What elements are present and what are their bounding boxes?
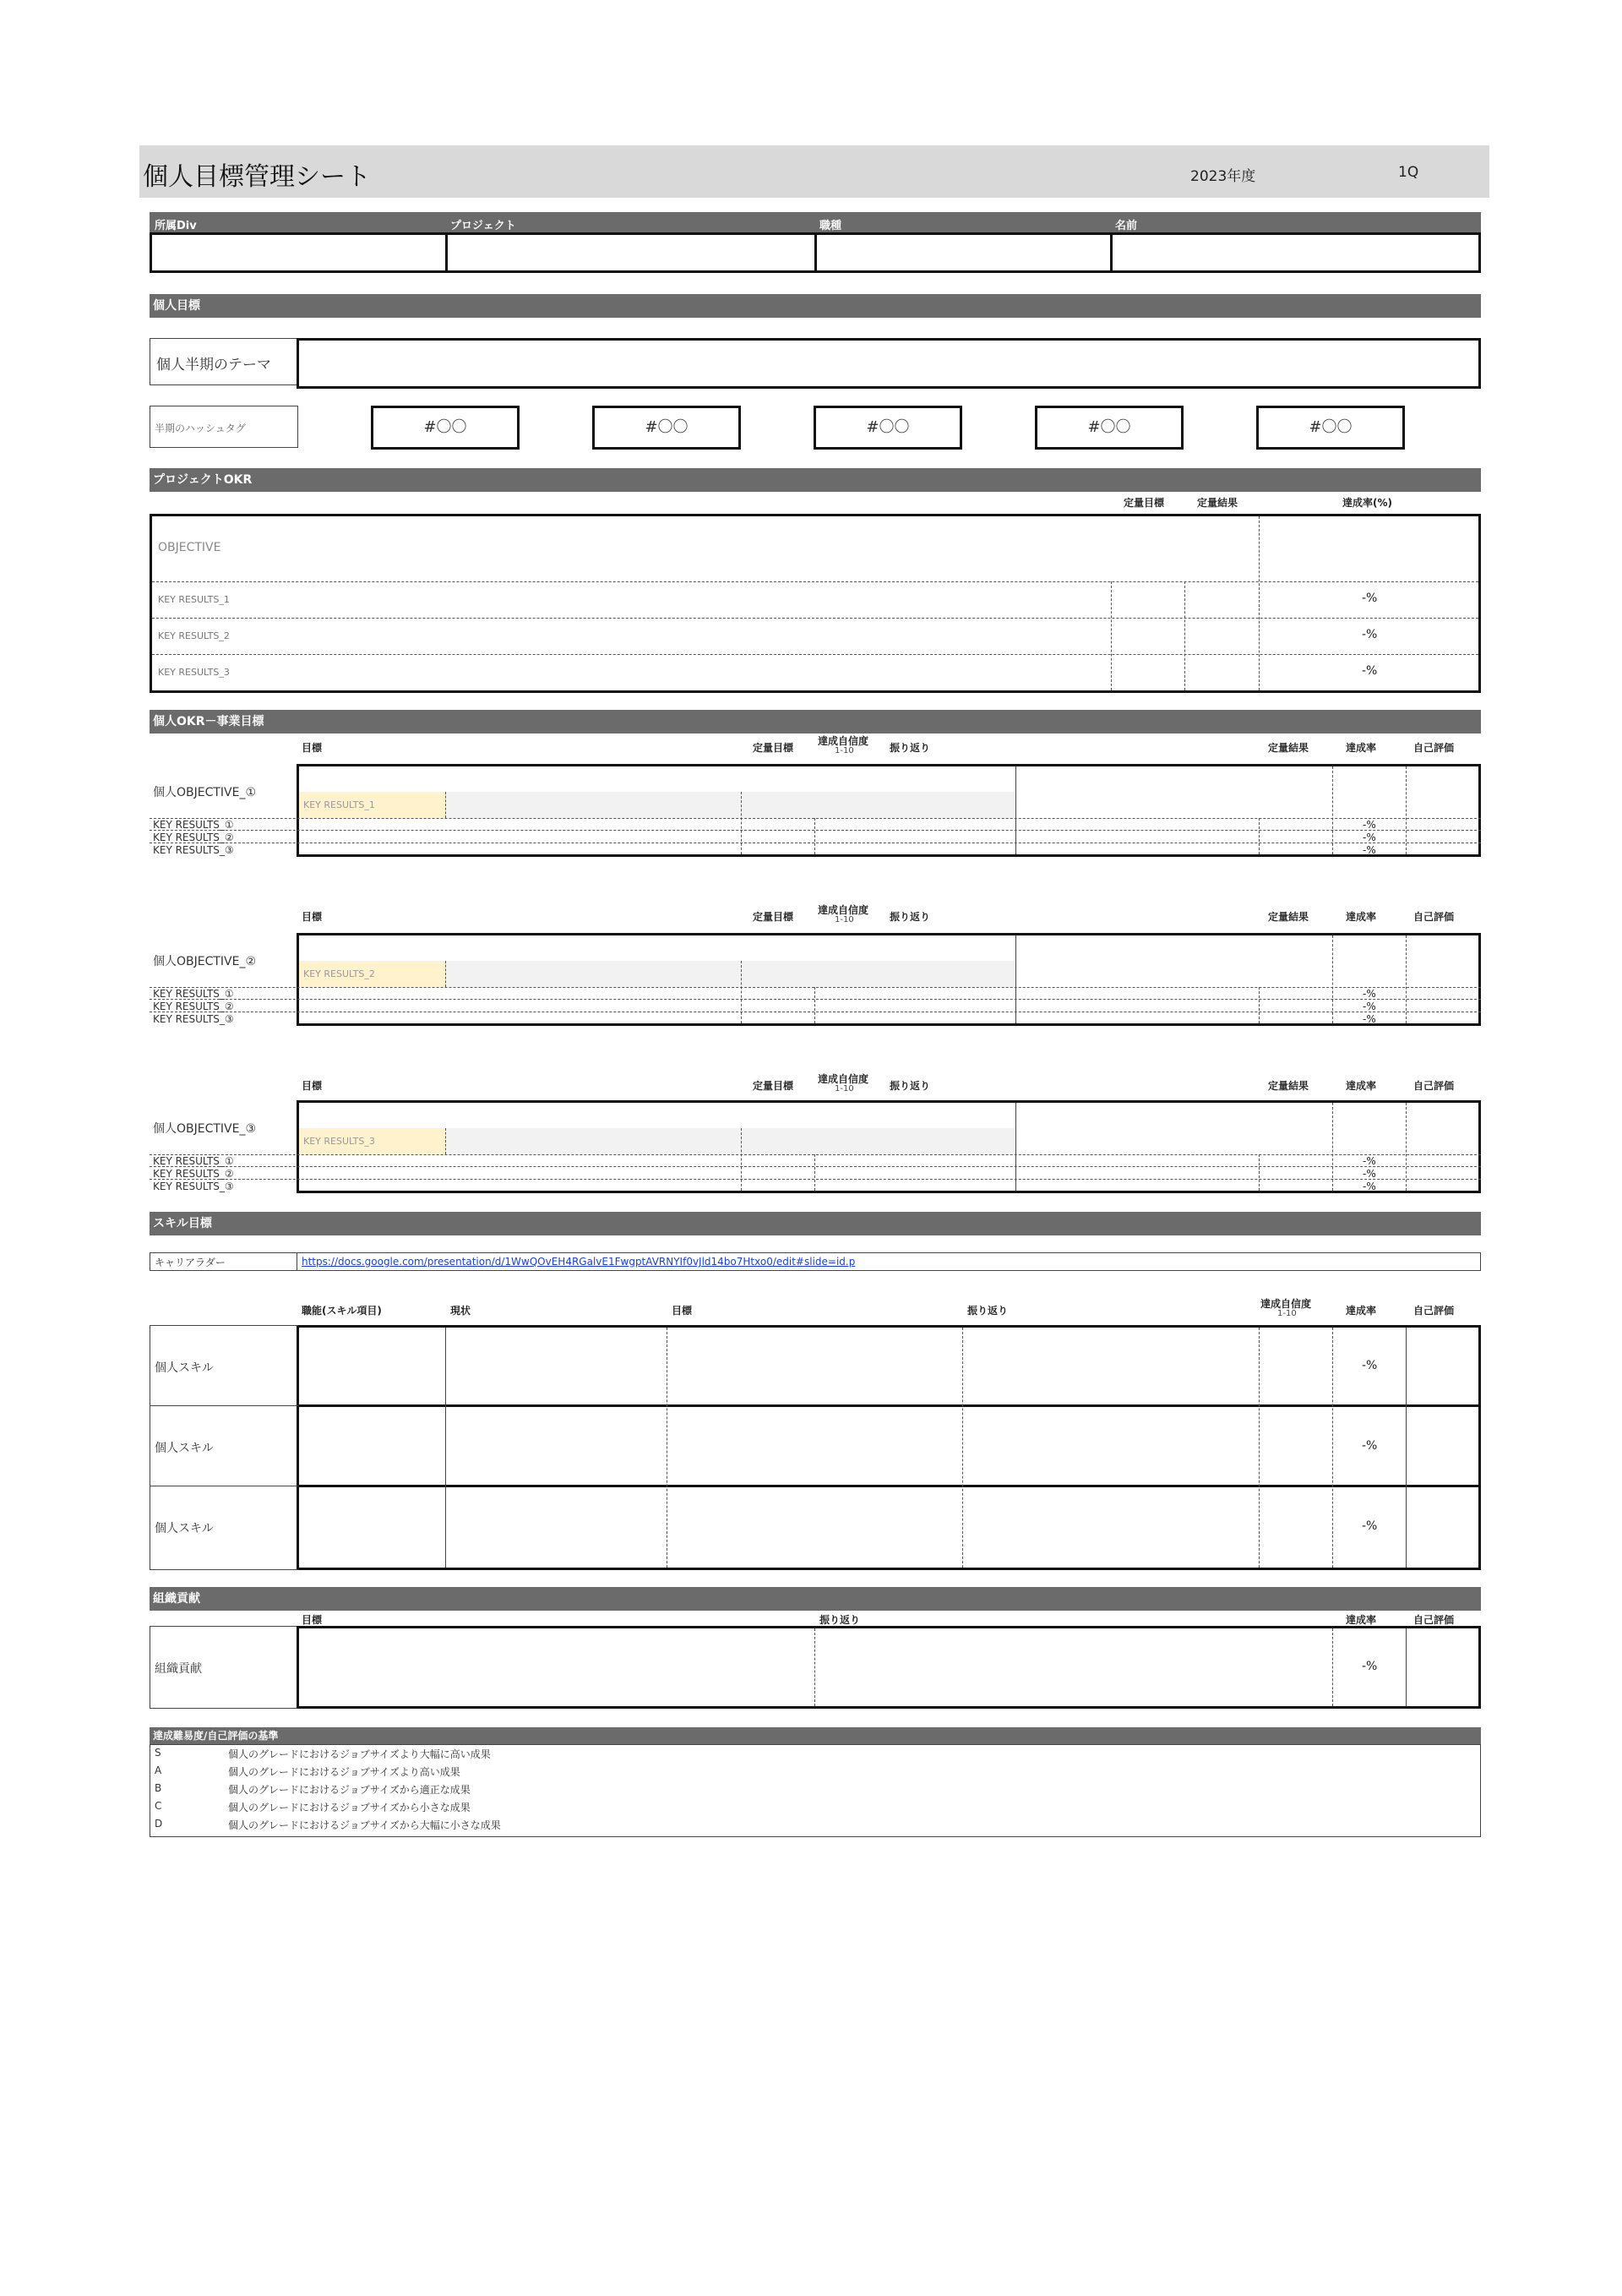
- kr-rate: -%: [1363, 832, 1376, 843]
- criteria-grade: S: [155, 1747, 161, 1759]
- project-kr-rate: -%: [1362, 664, 1378, 678]
- kr-rate: -%: [1363, 1001, 1376, 1012]
- criteria-text: 個人のグレードにおけるジョブサイズから小さな成果: [228, 1802, 471, 1813]
- divider: [1111, 581, 1112, 690]
- hdr-confidence-scale: 1-10: [835, 915, 854, 924]
- kr-label: KEY RESULTS_③: [153, 1013, 234, 1025]
- hashtag-field[interactable]: #〇〇: [1035, 406, 1184, 450]
- hdr-rate: 達成率: [1346, 1305, 1377, 1317]
- org-hdr-rate: 達成率: [1346, 1614, 1377, 1626]
- hdr-result: 定量結果: [1268, 911, 1309, 923]
- hdr-target: 定量目標: [753, 1080, 794, 1092]
- divider: [150, 1569, 298, 1570]
- hdr-self-eval: 自己評価: [1413, 742, 1455, 754]
- divider: [445, 961, 446, 987]
- hdr-review: 振り返り: [890, 742, 931, 754]
- divider: [1406, 1103, 1407, 1191]
- hdr-goal: 目標: [302, 742, 323, 754]
- hdr-self-eval: 自己評価: [1413, 1305, 1455, 1317]
- divider: [150, 1325, 298, 1326]
- divider: [741, 961, 742, 1023]
- kr-rate: -%: [1363, 1155, 1376, 1167]
- hdr-target: 定量目標: [753, 911, 794, 923]
- divider: [814, 818, 815, 854]
- kr-label: KEY RESULTS_②: [153, 1168, 234, 1180]
- hdr-rate: 達成率: [1346, 742, 1377, 754]
- personal-okr-section: 個人OKR－事業目標: [150, 710, 1481, 734]
- linked-kr: KEY RESULTS_2: [303, 968, 375, 979]
- linked-kr: KEY RESULTS_3: [303, 1136, 375, 1147]
- org-hdr-review: 振り返り: [819, 1614, 861, 1626]
- divider: [445, 1128, 446, 1154]
- kr-rate: -%: [1363, 1181, 1376, 1192]
- divider: [152, 654, 1478, 655]
- kr-rate: -%: [1363, 819, 1376, 831]
- divider: [150, 1179, 1481, 1180]
- page-title: 個人目標管理シート: [143, 162, 371, 192]
- theme-label: 個人半期のテーマ: [156, 357, 271, 374]
- hdr-confidence: 達成自信度: [818, 1073, 869, 1085]
- org-rate: -%: [1362, 1660, 1378, 1673]
- hdr-confidence: 達成自信度: [818, 904, 869, 916]
- divider: [445, 1328, 446, 1568]
- hdr-goal: 目標: [302, 911, 323, 923]
- kr-rate: -%: [1363, 1013, 1376, 1025]
- criteria-text: 個人のグレードにおけるジョブサイズより大幅に高い成果: [228, 1748, 491, 1760]
- divider: [814, 987, 815, 1023]
- linked-kr: KEY RESULTS_1: [303, 799, 375, 810]
- hdr-self-eval: 自己評価: [1413, 1080, 1455, 1092]
- hdr-confidence-scale: 1-10: [1277, 1309, 1297, 1318]
- criteria-text: 個人のグレードにおけるジョブサイズより高い成果: [228, 1766, 460, 1778]
- criteria-section: 達成難易度/自己評価の基準: [150, 1727, 1481, 1744]
- hashtag-field[interactable]: #〇〇: [1256, 406, 1405, 450]
- divider: [962, 1328, 963, 1568]
- hdr-confidence: 達成自信度: [1260, 1298, 1312, 1310]
- skill-label: 個人スキル: [155, 1522, 214, 1535]
- skill-table: [297, 1325, 1481, 1570]
- divider: [150, 1166, 1481, 1167]
- project-okr-table: [150, 514, 1481, 693]
- org-table: [297, 1626, 1481, 1709]
- kr-label: KEY RESULTS_①: [153, 819, 234, 831]
- project-objective: OBJECTIVE: [158, 541, 221, 554]
- criteria-grade: A: [155, 1764, 162, 1776]
- divider: [150, 1405, 298, 1406]
- skill-label: 個人スキル: [155, 1361, 214, 1375]
- divider: [1406, 1328, 1407, 1568]
- divider: [1259, 1154, 1260, 1191]
- hashtag-label: 半期のハッシュタグ: [155, 423, 246, 434]
- hdr-rate: 達成率: [1346, 1080, 1377, 1092]
- info-header-bar: [150, 212, 1481, 232]
- objective-label: 個人OBJECTIVE_③: [153, 1122, 257, 1136]
- hdr-result: 定量結果: [1268, 1080, 1309, 1092]
- hdr-self-eval: 自己評価: [1413, 911, 1455, 923]
- hashtag-field[interactable]: #〇〇: [592, 406, 741, 450]
- divider: [1015, 935, 1016, 1023]
- divider: [150, 830, 1481, 831]
- project-kr: KEY RESULTS_3: [158, 667, 230, 678]
- divider: [1110, 232, 1113, 273]
- kr-label: KEY RESULTS_③: [153, 844, 234, 856]
- kr-label: KEY RESULTS_①: [153, 988, 234, 1000]
- kr-rate: -%: [1363, 844, 1376, 856]
- skill-rate: -%: [1362, 1519, 1378, 1533]
- divider: [1332, 1103, 1333, 1191]
- hdr-goal: 目標: [672, 1305, 693, 1317]
- divider: [297, 1485, 1481, 1487]
- divider: [1259, 818, 1260, 854]
- hdr-confidence-scale: 1-10: [835, 1084, 854, 1093]
- hdr-result: 定量結果: [1268, 742, 1309, 754]
- divider: [152, 618, 1478, 619]
- org-section: 組織貢献: [150, 1587, 1481, 1611]
- name-label: 名前: [1115, 220, 1138, 232]
- personal-goal-section: 個人目標: [150, 294, 1481, 318]
- hdr-confidence: 達成自信度: [818, 735, 869, 747]
- divider: [1015, 766, 1016, 854]
- division-field[interactable]: [153, 235, 444, 270]
- project-kr: KEY RESULTS_1: [158, 594, 230, 605]
- divider: [1332, 766, 1333, 854]
- skill-rate: -%: [1362, 1439, 1378, 1453]
- org-label: 組織貢献: [155, 1662, 202, 1676]
- project-okr-section: プロジェクトOKR: [150, 468, 1481, 492]
- project-kr-rate: -%: [1362, 628, 1378, 641]
- divider: [1332, 935, 1333, 1023]
- divider: [1406, 935, 1407, 1023]
- divider: [814, 232, 817, 273]
- criteria-grade: B: [155, 1782, 162, 1794]
- title-bar: [139, 145, 1489, 198]
- hashtag-field[interactable]: #〇〇: [814, 406, 962, 450]
- objective-label: 個人OBJECTIVE_②: [153, 955, 257, 968]
- role-field[interactable]: [818, 235, 1108, 270]
- col-rate: 達成率(%): [1342, 497, 1392, 509]
- divider: [152, 581, 1478, 582]
- divider: [1259, 1328, 1260, 1568]
- kr-label: KEY RESULTS_②: [153, 832, 234, 843]
- org-hdr-self-eval: 自己評価: [1413, 1614, 1455, 1626]
- hdr-review: 振り返り: [890, 1080, 931, 1092]
- divider: [150, 1154, 1481, 1155]
- divider: [1184, 581, 1185, 690]
- divider: [1406, 1628, 1407, 1706]
- division-label: 所属Div: [155, 220, 197, 232]
- hdr-current: 現状: [450, 1305, 471, 1317]
- divider: [1332, 1328, 1333, 1568]
- criteria-text: 個人のグレードにおけるジョブサイズから大幅に小さな成果: [228, 1819, 501, 1831]
- name-field[interactable]: [1113, 235, 1478, 270]
- highlight: [446, 792, 1015, 818]
- divider: [814, 1628, 815, 1706]
- divider: [1015, 1103, 1016, 1191]
- divider: [1406, 766, 1407, 854]
- career-label: キャリアラダー: [155, 1257, 226, 1268]
- kr-label: KEY RESULTS_①: [153, 1155, 234, 1167]
- divider: [150, 999, 1481, 1000]
- hdr-rate: 達成率: [1346, 911, 1377, 923]
- project-field[interactable]: [449, 235, 813, 270]
- kr-rate: -%: [1363, 1168, 1376, 1180]
- hdr-goal: 目標: [302, 1080, 323, 1092]
- org-hdr-goal: 目標: [302, 1614, 323, 1626]
- criteria-grade: D: [155, 1818, 163, 1830]
- divider: [445, 792, 446, 818]
- role-label: 職種: [819, 220, 842, 232]
- hdr-skill: 職能(スキル項目): [302, 1305, 382, 1317]
- skill-rate: -%: [1362, 1359, 1378, 1372]
- divider: [150, 987, 1481, 988]
- hdr-target: 定量目標: [753, 742, 794, 754]
- skill-label: 個人スキル: [155, 1442, 214, 1455]
- col-target: 定量目標: [1124, 497, 1165, 509]
- hdr-review: 振り返り: [967, 1305, 1009, 1317]
- fiscal-year: 2023年度: [1190, 168, 1256, 185]
- highlight: [446, 961, 1015, 987]
- criteria-grade: C: [155, 1800, 162, 1812]
- hashtag-field[interactable]: #〇〇: [371, 406, 520, 450]
- divider: [741, 1128, 742, 1191]
- skill-section: スキル目標: [150, 1212, 1481, 1235]
- divider: [1332, 1628, 1333, 1706]
- project-label: プロジェクト: [450, 220, 516, 232]
- kr-label: KEY RESULTS_②: [153, 1001, 234, 1012]
- divider: [741, 792, 742, 854]
- divider: [1259, 516, 1260, 690]
- theme-input[interactable]: [297, 338, 1481, 389]
- divider: [445, 232, 448, 273]
- divider: [1259, 987, 1260, 1023]
- divider: [814, 1154, 815, 1191]
- criteria-text: 個人のグレードにおけるジョブサイズから適正な成果: [228, 1784, 471, 1796]
- quarter: 1Q: [1398, 164, 1419, 181]
- divider: [297, 1404, 1481, 1407]
- project-kr-rate: -%: [1362, 592, 1378, 605]
- hdr-review: 振り返り: [890, 911, 931, 923]
- hdr-confidence-scale: 1-10: [835, 746, 854, 755]
- project-kr: KEY RESULTS_2: [158, 630, 230, 641]
- career-link[interactable]: https://docs.google.com/presentation/d/1WwQOvEH4RGalvE1FwgptAVRNYIf0vJld14bo7Htxo0/edit#slide=id.p: [302, 1256, 856, 1268]
- highlight: [446, 1128, 1015, 1154]
- kr-rate: -%: [1363, 988, 1376, 1000]
- col-result: 定量結果: [1197, 497, 1238, 509]
- divider: [150, 818, 1481, 819]
- kr-label: KEY RESULTS_③: [153, 1181, 234, 1192]
- objective-label: 個人OBJECTIVE_①: [153, 786, 257, 799]
